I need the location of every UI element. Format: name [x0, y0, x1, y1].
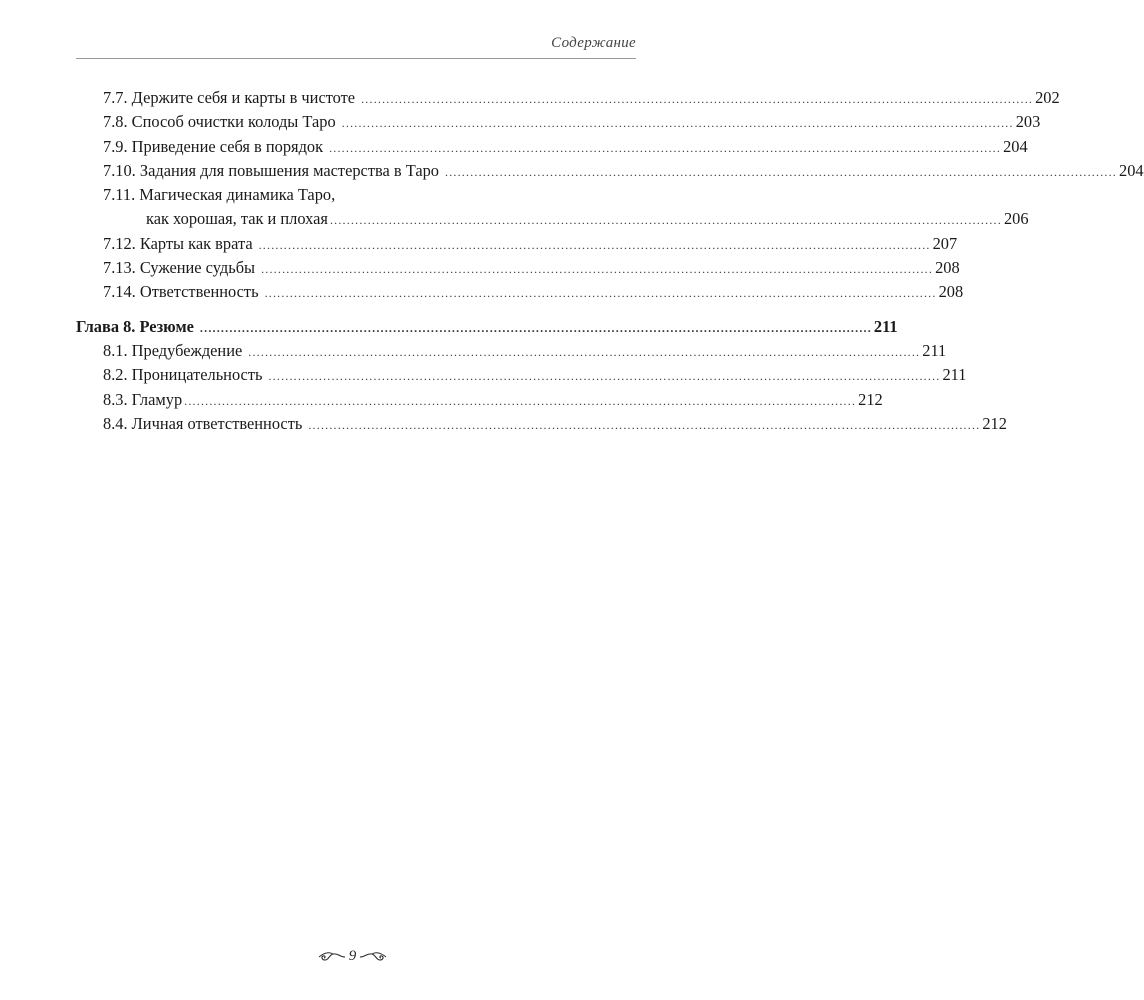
toc-entry-8-4[interactable] — [76, 412, 1007, 436]
dot-leader: ................................................................................................................................................................ — [261, 262, 934, 277]
toc-entry-page: 206 — [1003, 209, 1029, 229]
page-number: 9 — [348, 948, 357, 964]
toc-entry-title: 7.13. Сужение судьбы — [103, 258, 256, 278]
left-flourish-icon — [316, 951, 346, 963]
toc-entry-page: 204 — [1003, 136, 1028, 156]
toc-entry-page: 208 — [938, 282, 964, 302]
toc-entry-title: 7.7. Держите себя и карты в чистоте — [103, 88, 356, 107]
toc-entry-title: 7.8. Способ очистки колоды Таро — [103, 112, 336, 132]
page-footer — [0, 948, 705, 968]
dot-leader: ................................................................................................................................................................ — [268, 369, 941, 384]
toc-entry-title: 7.11. Магическая динамика Таро, — [103, 185, 336, 205]
toc-entry-7-11-continuation[interactable] — [76, 207, 1029, 231]
dot-leader: ................................................................................................................................................................ — [329, 213, 1002, 228]
dot-leader: ................................................................................................................................................................ — [341, 116, 1014, 131]
toc-entry-page: 211 — [942, 365, 967, 385]
toc-entry-page: 212 — [858, 389, 883, 409]
toc-entry-page: 212 — [982, 413, 1007, 433]
toc-entry-7-12[interactable] — [76, 232, 958, 256]
dot-leader: ................................................................................................................................................................ — [184, 393, 857, 408]
toc-entry-page: 204 — [1119, 160, 1144, 180]
toc-entry-7-9[interactable] — [76, 135, 1028, 159]
dot-leader: ................................................................................................................................................................ — [258, 237, 931, 252]
toc-entry-title: 8.1. Предубеждение — [103, 340, 243, 360]
right-flourish-icon — [359, 951, 389, 963]
toc-entry-page: 207 — [932, 233, 958, 253]
toc-entry-page: 211 — [922, 340, 947, 360]
toc-entry-7-8[interactable] — [76, 110, 1041, 134]
toc-chapter-8[interactable] — [76, 315, 898, 339]
toc-entry-title: 7.9. Приведение себя в порядок — [103, 136, 324, 156]
dot-leader: ................................................................................................................................................................ — [308, 417, 981, 432]
toc-entry-title: 8.2. Проницательность — [103, 365, 263, 385]
dot-leader: ................................................................................................................................................................ — [199, 320, 872, 335]
toc-entry-7-14[interactable] — [76, 280, 964, 304]
toc-entry-page: 203 — [1015, 112, 1041, 132]
toc-entry-title: 7.12. Карты как врата — [103, 233, 253, 253]
toc-entry-title: 7.14. Ответственность — [103, 282, 259, 302]
toc-entry-8-3[interactable] — [76, 388, 883, 412]
toc-entry-7-10[interactable] — [76, 159, 1144, 183]
toc-entry-page: 202 — [1035, 88, 1060, 107]
toc-entry-title: 8.3. Гламур — [103, 389, 183, 409]
dot-leader: ................................................................................................................................................................ — [248, 344, 921, 359]
running-head — [76, 34, 636, 59]
toc-entry-7-13[interactable] — [76, 256, 960, 280]
dot-leader: ................................................................................................................................................................ — [264, 286, 937, 301]
toc-entry-title: 7.10. Задания для повышения мастерства в Таро — [103, 160, 439, 180]
toc-entry-page: 208 — [935, 258, 960, 278]
toc-entry-title-continuation: как хорошая, так и плохая — [146, 209, 328, 229]
toc-entry-7-7[interactable] — [76, 86, 1060, 110]
table-of-contents — [76, 86, 1144, 436]
toc-chapter-page: 211 — [873, 316, 898, 336]
running-head-title: Содержание — [551, 35, 636, 51]
toc-entry-8-2[interactable] — [76, 363, 967, 387]
toc-chapter-title: Глава 8. Резюме — [76, 316, 194, 336]
dot-leader: ................................................................................................................................................................ — [361, 92, 1034, 106]
toc-entry-7-11[interactable] — [76, 183, 621, 207]
toc-entry-title: 8.4. Личная ответственность — [103, 413, 303, 433]
dot-leader: ................................................................................................................................................................ — [329, 140, 1002, 155]
dot-leader: ................................................................................................................................................................ — [445, 164, 1117, 179]
toc-entry-8-1[interactable] — [76, 339, 947, 363]
